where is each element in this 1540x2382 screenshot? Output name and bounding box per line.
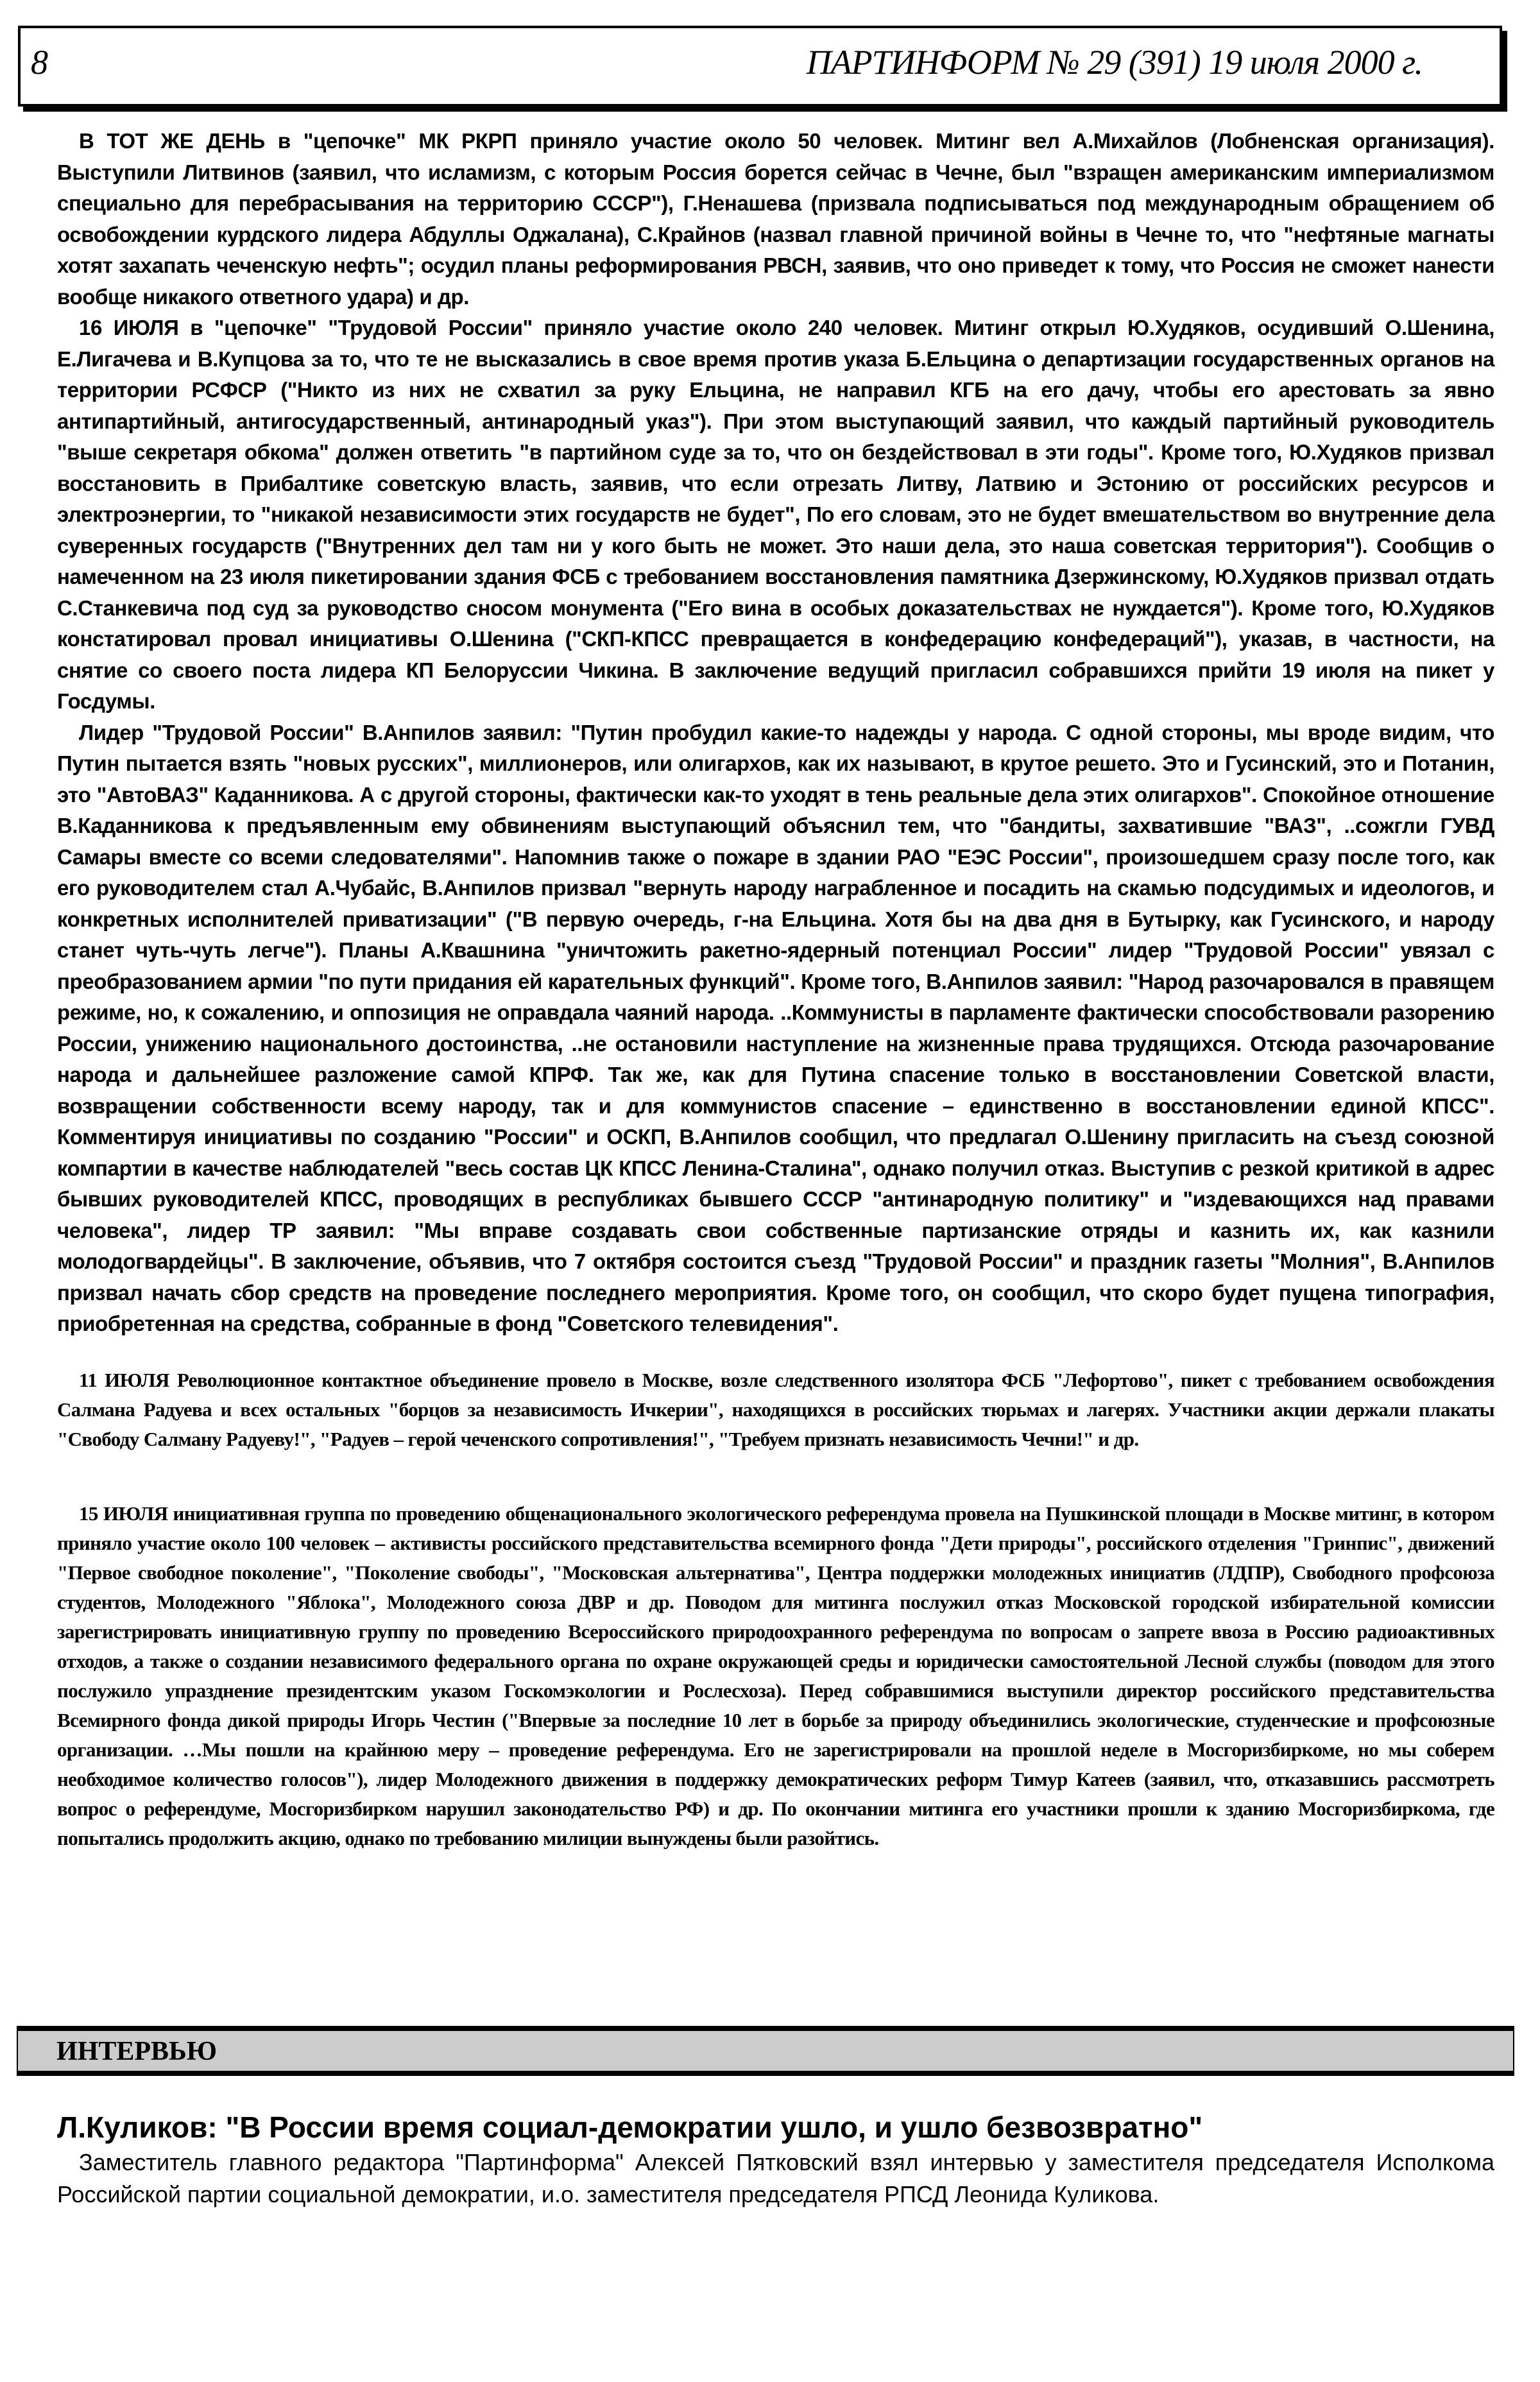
paragraph: 15 ИЮЛЯ инициативная группа по проведению общенационального экологического референдума провела на Пушкинской площади в Москве митинг, в котором приняло участие около 100 человек – активисты российского представительства всемирного фонда "Дети природы", российского отделения "Гринпис", движений "Первое свободное поколение", "Поколение свободы", "Московская альтернатива", Центра поддержки молодежных инициатив (ЛДПР), Свободного профсоюза студентов, Молодежного "Яблока", Молодежного союза ДВР и др. Поводом для митинга послужил отказ Московской городской избирательной комиссии зарегистрировать инициативную группу по проведению Всероссийского природоохранного референдума по вопросам о запрете ввоза в Россию радиоактивных отходов, а также о создании независимого федерального органа по охране окружающей среды и юридически самостоятельной Лесной службы (поводом для этого послужило упразднение президентским указом Госкомэкологии и Рослесхоза). Перед собравшимися выступили директор российского представительства Всемирного фонда дикой природы Игорь Честин ("Впервые за последние 10 лет в борьбе за природу объединились экологические, студенческие и профсоюзные организации. …Мы пошли на крайнюю меру – проведение референдума. Его не зарегистрировали на прошлой неделе в Мосгоризбиркоме, но мы соберем необходимое количество голосов"), лидер Молодежного движения в поддержку демократических реформ Тимур Катеев (заявил, что, отказавшись рассмотреть вопрос о референдуме, Мосгоризбирком нарушил законодательство РФ) и др. По окончании митинга его участники прошли к зданию Мосгоризбиркома, где попытались продолжить акцию, однако по требованию милиции вынуждены были разойтись.: [57, 1502, 1494, 1849]
paragraph: 11 ИЮЛЯ Революционное контактное объединение провело в Москве, возле следственного изолятора ФСБ "Лефортово", пикет с требованием освобождения Салмана Радуева и всех остальных "борцов за независимость Ичкерии", находящихся в российских тюрьмах и лагерях. Участники акции держали плакаты "Свободу Салману Радуеву!", "Радуев – герой чеченского сопротивления!", "Требуем признать независимость Чечни!" и др.: [57, 1368, 1494, 1450]
paragraph: Лидер "Трудовой России" В.Анпилов заявил: "Путин пробудил какие-то надежды у народа. С одной стороны, мы вроде видим, что Путин пытается взять "новых русских", миллионеров, или олигархов, как их называют, в крутое решето. Это и Гусинский, это и Потанин, это "АвтоВАЗ" Каданникова. А с другой стороны, фактически как-то уходят в тень реальные дела этих олигархов". Спокойное отношение В.Каданникова к предъявленным ему обвинениям выступающий объяснил тем, что "бандиты, захватившие "ВАЗ", ..сожгли ГУВД Самары вместе со всеми следователями". Напомнив также о пожаре в здании РАО "ЕЭС России", произошедшем сразу после того, как его руководителем стал А.Чубайс, В.Анпилов призвал "вернуть народу награбленное и посадить на скамью подсудимых и идеологов, и конкретных исполнителей приватизации" ("В первую очередь, г-на Ельцина. Хотя бы на два дня в Бутырку, как Гусинского, и народу станет чуть-чуть легче"). Планы А.Квашнина "уничтожить ракетно-ядерный потенциал России" лидер "Трудовой России" увязал с преобразованием армии "по пути придания ей карательных функций". Кроме того, В.Анпилов заявил: "Народ разочаровался в правящем режиме, но, к сожалению, и оппозиция не оправдала чаяний народа. ..Коммунисты в парламенте фактически способствовали разорению России, унижению национального достоинства, ..не остановили наступление на жизненные права трудящихся. Отсюда разочарование народа и дальнейшее разложение самой КПРФ. Так же, как для Путина спасение только в восстановлении Советской власти, возвращении собственности всему народу, так и для коммунистов спасение – единственно в восстановлении единой КПСС". Комментируя инициативы по созданию "России" и ОСКП, В.Анпилов сообщил, что предлагал О.Шенину пригласить на съезд союзной компартии в качестве наблюдателей "весь состав ЦК КПСС Ленина-Сталина", однако получил отказ. Выступив с резкой критикой в адрес бывших руководителей КПСС, проводящих в республиках бывшего СССР "антинародную политику" и "издевающихся над правами человека", лидер ТР заявил: "Мы вправе создавать свои собственные партизанские отряды и казнить их, как казнили молодогвардейцы". В заключение, объявив, что 7 октября состоится съезд "Трудовой России" и праздник газеты "Молния", В.Анпилов призвал начать сбор средств на проведение последнего мероприятия. Кроме того, он сообщил, что скоро будет пущена типография, приобретенная на средства, собранные в фонд "Советского телевидения".: [57, 720, 1494, 1335]
issue-info: ПАРТИНФОРМ № 29 (391) 19 июля 2000 г.: [806, 43, 1423, 81]
section-label: ИНТЕРВЬЮ: [56, 2037, 218, 2066]
page-number: 8: [31, 43, 48, 81]
paragraph: 16 ИЮЛЯ в "цепочке" "Трудовой России" приняло участие около 240 человек. Митинг открыл Ю.Худяков, осудивший О.Шенина, Е.Лигачева и В.Купцова за то, что те не высказались в свое время против указа Б.Ельцина о департизации государственных органов на территории РСФСР ("Никто из них не схватил за руку Ельцина, не направил КГБ на его дачу, чтобы его арестовать за явно антипартийный, антигосударственный, антинародный указ"). При этом выступающий заявил, что каждый партийный руководитель "выше секретаря обкома" должен ответить "в партийном суде за то, что он бездействовал в эти годы". Кроме того, Ю.Худяков призвал восстановить в Прибалтике советскую власть, заявив, что если отрезать Литву, Латвию и Эстонию от российских ресурсов и электроэнергии, то "никакой независимости этих государств не будет", По его словам, это не будет вмешательством во внутренние дела суверенных государств ("Внутренних дел там ни у кого быть не может. Это наши дела, это наша советская территория"). Сообщив о намеченном на 23 июля пикетировании здания ФСБ с требованием восстановления памятника Дзержинскому, Ю.Худяков призвал отдать С.Станкевича под суд за руководство сносом монумента ("Его вина в особых доказательствах не нуждается"). Кроме того, Ю.Худяков констатировал провал инициативы О.Шенина ("СКП-КПСС превращается в конфедерацию конфедераций"), указав, в частности, на снятие со своего поста лидера КП Белоруссии Чикина. В заключение ведущий пригласил собравшихся прийти 19 июля на пикет у Госдумы.: [57, 316, 1494, 713]
interview-title: Л.Куликов: "В России время социал-демократии ушло, и ушло безвозвратно": [57, 2111, 1203, 2144]
article-body: [57, 126, 1494, 1853]
section-header: [17, 2026, 1514, 2076]
interview-lead: Заместитель главного редактора "Партинформа" Алексей Пятковский взял интервью у заместителя председателя Исполкома Российской партии социальной демократии, и.о. заместителя председателя РПСД Леонида Куликова.: [57, 2149, 1494, 2207]
interview: [57, 2108, 1494, 2211]
page-header: [18, 26, 1502, 107]
paragraph: В ТОТ ЖЕ ДЕНЬ в "цепочке" МК РКРП приняло участие около 50 человек. Митинг вел А.Михайлов (Лобненская организация). Выступили Литвинов (заявил, что исламизм, с которым Россия борется сейчас в Чечне, был "взращен американским империализмом специально для перебрасывания на территорию СССР"), Г.Ненашева (призвала подписываться под международным обращением об освобождении курдского лидера Абдуллы Оджалана), С.Крайнов (назвал главной причиной войны в Чечне то, что "нефтяные магнаты хотят захапать чеченскую нефть"; осудил планы реформирования РВСН, заявив, что оно приведет к тому, что Россия не сможет нанести вообще никакого ответного удара) и др.: [57, 129, 1494, 309]
